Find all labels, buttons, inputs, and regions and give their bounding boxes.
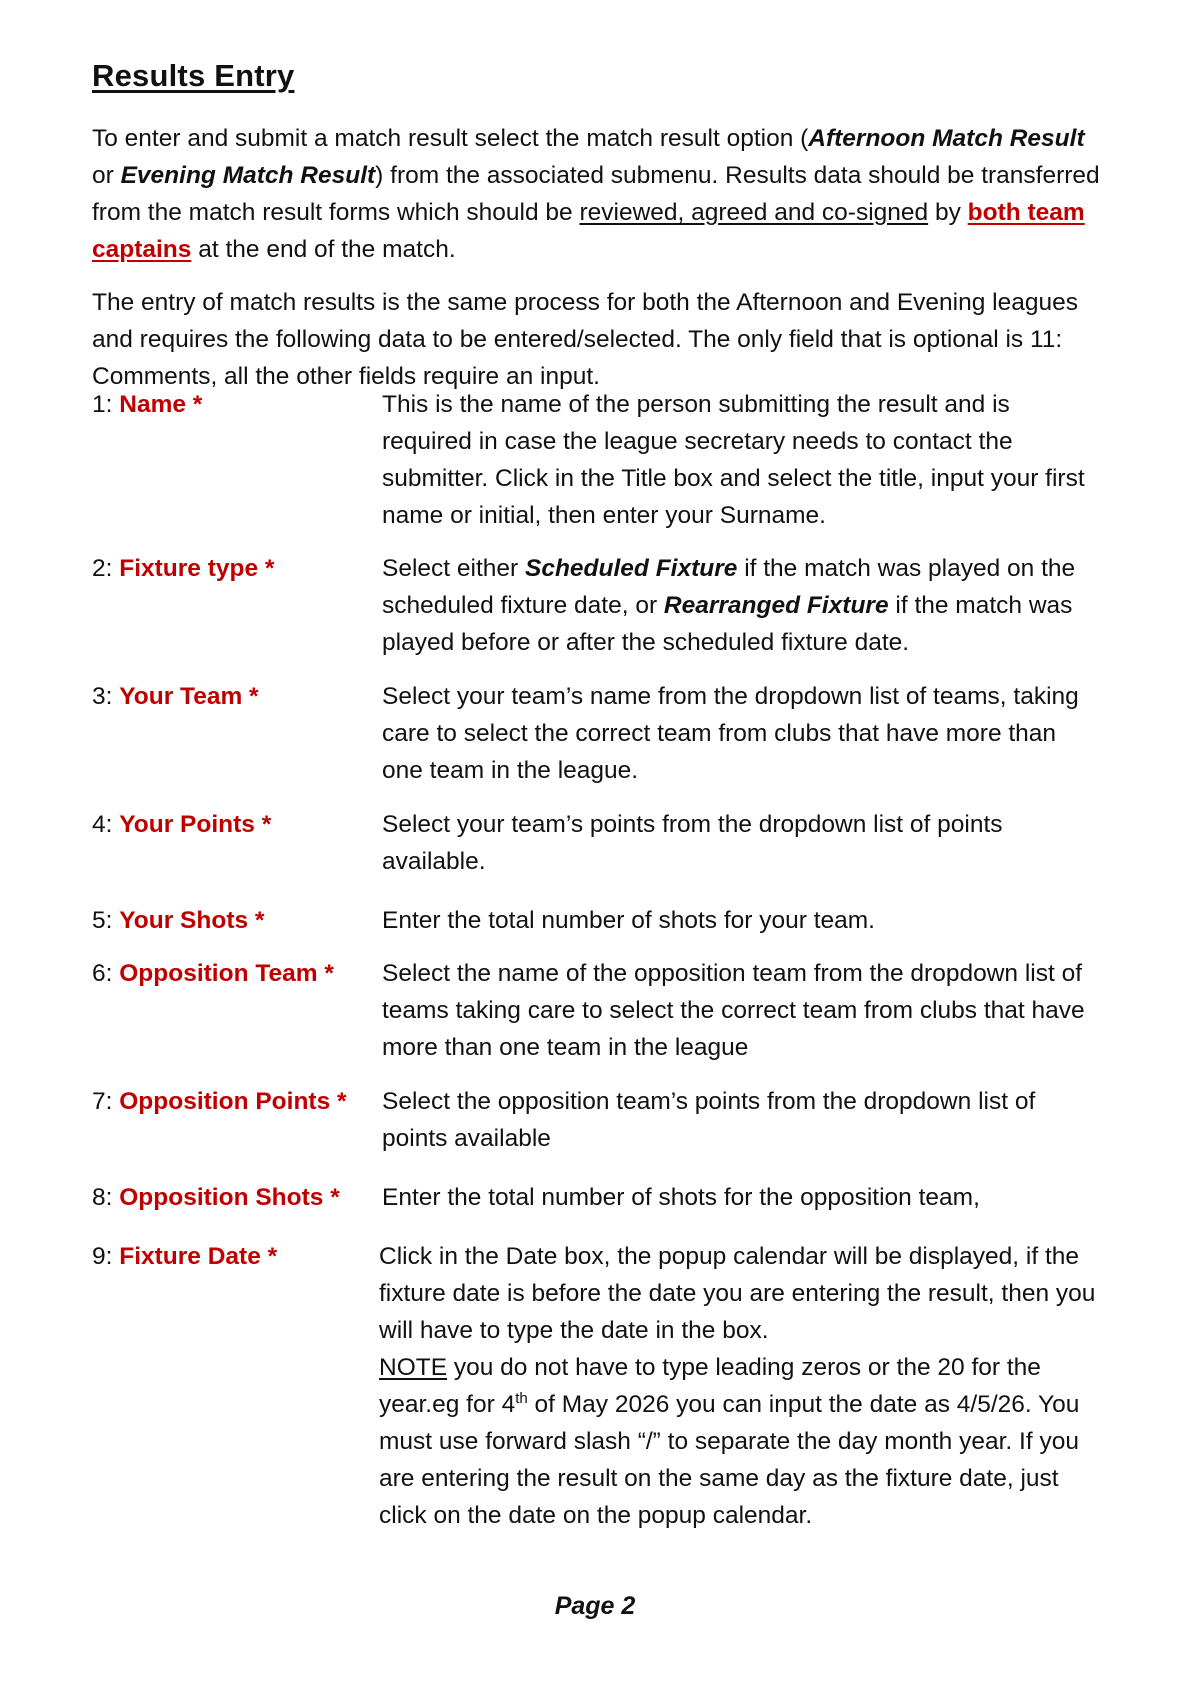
ordinal-suffix: th <box>515 1389 528 1407</box>
field-description: Select your team’s name from the dropdown list of teams, taking care to select the correct team from clubs that have more than one team in the league. <box>382 683 1079 784</box>
field-name: Your Team * <box>119 683 259 710</box>
field-label <box>92 1238 382 1275</box>
desc-text: if the match was played on the scheduled fixture date, or <box>382 555 1076 619</box>
field-number: 4: <box>92 811 120 838</box>
rearranged-fixture-term: Rearranged Fixture <box>663 592 889 619</box>
field-label <box>92 1179 382 1216</box>
reviewed-agreed-phrase: reviewed, agreed and co-signed <box>579 199 929 226</box>
both-team-captains-phrase: both team captains <box>92 199 1085 263</box>
field-name: Opposition Team * <box>119 960 334 987</box>
field-label <box>92 806 382 843</box>
field-description: This is the name of the person submitting the result and is required in case the league secretary needs to contact the submitter. Click in the Title box and select the title, input your first name or initial, then enter your Surname. <box>382 391 1085 529</box>
desc-text: if the match was played before or after the scheduled fixture date. <box>382 592 1073 656</box>
field-description: Enter the total number of shots for your team. <box>382 907 875 934</box>
field-name: Fixture type * <box>119 555 275 582</box>
field-number: 2: <box>92 555 120 582</box>
field-number: 3: <box>92 683 120 710</box>
field-name: Fixture Date * <box>119 1243 278 1270</box>
field-description: Enter the total number of shots for the opposition team, <box>382 1184 980 1211</box>
field-label <box>92 902 382 939</box>
intro-text: or <box>92 162 121 189</box>
intro-text: by <box>928 199 968 226</box>
note-label: NOTE <box>379 1354 448 1381</box>
field-number: 1: <box>92 391 120 418</box>
field-number: 5: <box>92 907 120 934</box>
field-label <box>92 955 382 992</box>
field-name: Opposition Shots * <box>119 1184 340 1211</box>
intro-text: To enter and submit a match result select the match result option ( <box>92 125 809 152</box>
field-label <box>92 550 382 587</box>
field-number: 7: <box>92 1088 120 1115</box>
field-label <box>92 386 382 423</box>
page-title: Results Entry <box>92 58 295 93</box>
field-name: Name * <box>119 391 203 418</box>
intro-paragraph-1 <box>92 120 1102 268</box>
field-name: Your Points * <box>119 811 272 838</box>
document-page <box>92 58 1102 1529</box>
field-number: 8: <box>92 1184 120 1211</box>
field-description: Select the opposition team’s points from the dropdown list of points available <box>382 1088 1036 1152</box>
field-description: Select your team’s points from the dropdown list of points available. <box>382 811 1003 875</box>
field-description <box>382 550 1102 661</box>
field-number: 6: <box>92 960 120 987</box>
desc-text: you do not have to type leading zeros or the 20 for the year.eg for 4 <box>379 1354 1041 1418</box>
field-name: Opposition Points * <box>119 1088 347 1115</box>
scheduled-fixture-term: Scheduled Fixture <box>525 555 738 582</box>
intro-paragraph-2: The entry of match results is the same process for both the Afternoon and Evening leagues and requires the following data to be entered/selected. The only field that is optional is 11: Comments, all the other fields require an input. <box>92 289 1079 390</box>
desc-text: of May 2026 you can input the date as 4/5/26. You must use forward slash “/” to separate the day month year. If you are entering the result on the same day as the fixture date, just click on the date on the popup calendar. <box>379 1391 1080 1529</box>
desc-text: Select either <box>382 555 525 582</box>
field-name: Your Shots * <box>119 907 265 934</box>
page-number: Page 2 <box>554 1592 636 1620</box>
afternoon-match-result-term: Afternoon Match Result <box>808 125 1085 152</box>
intro-text: ) from the associated submenu. Results data should be transferred from the match result forms which should be <box>92 162 1100 226</box>
field-number: 9: <box>92 1243 120 1270</box>
field-description: Select the name of the opposition team from the dropdown list of teams taking care to select the correct team from clubs that have more than one team in the league <box>382 960 1085 1061</box>
intro-text: at the end of the match. <box>191 236 456 263</box>
desc-text: Click in the Date box, the popup calendar will be displayed, if the fixture date is before the date you are entering the result, then you will have to type the date in the box. <box>379 1243 1096 1344</box>
field-label <box>92 1083 382 1120</box>
field-description <box>379 1238 1099 1534</box>
evening-match-result-term: Evening Match Result <box>120 162 376 189</box>
field-label <box>92 678 382 715</box>
